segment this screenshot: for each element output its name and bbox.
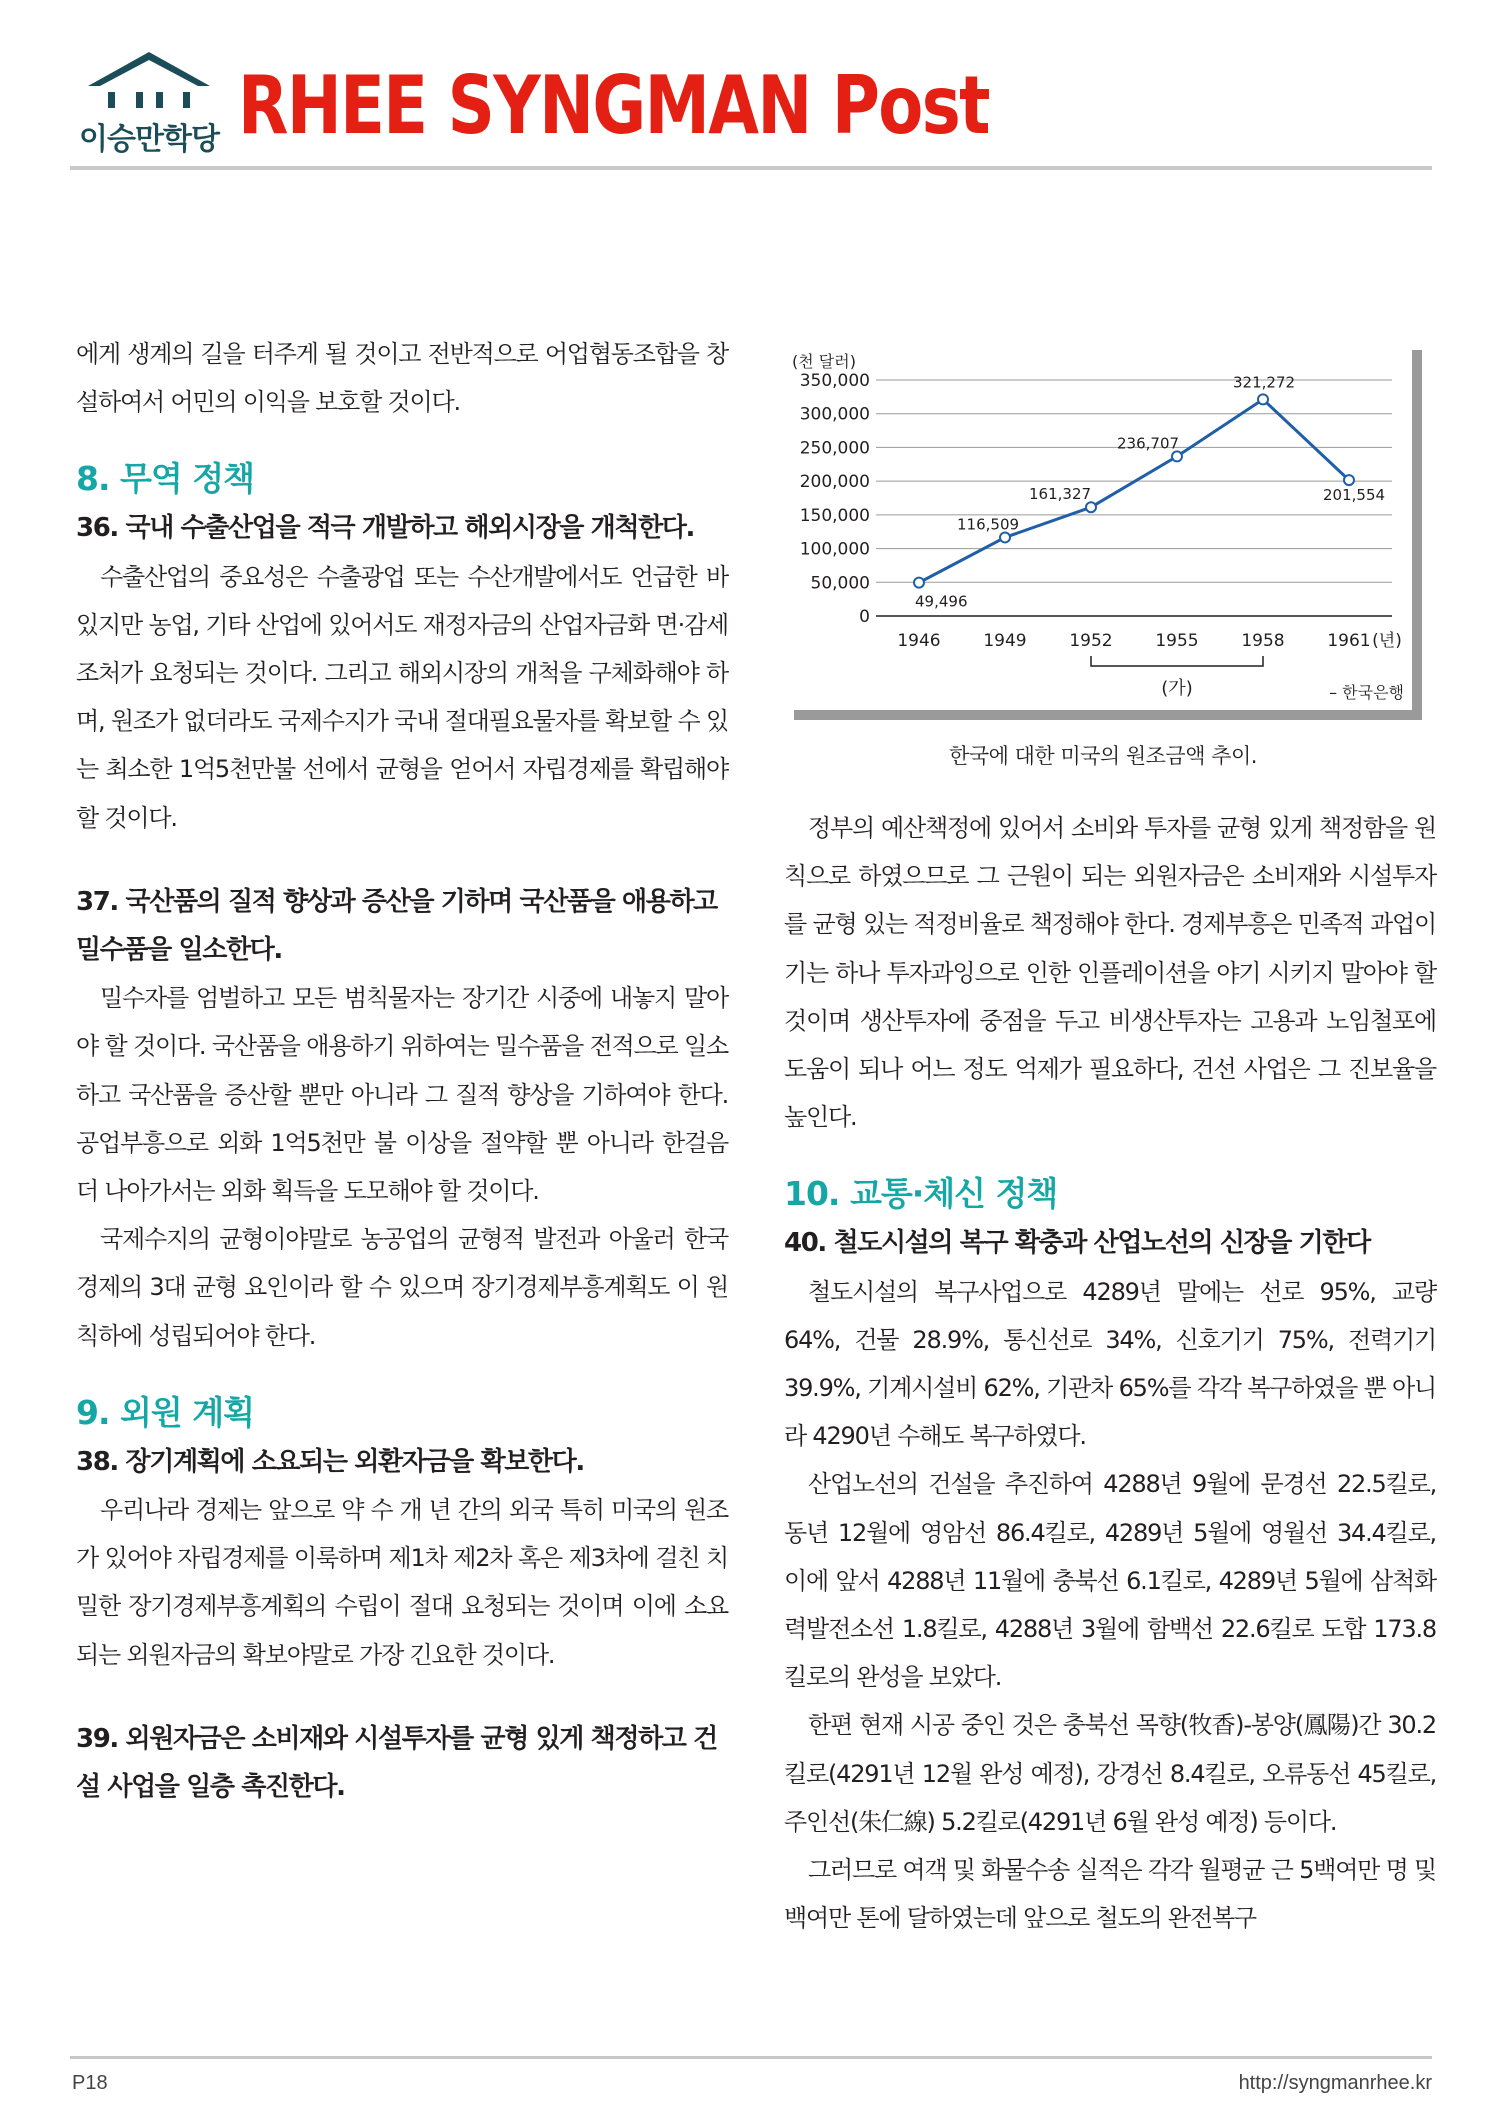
section-8-heading: 8. 무역 정책	[76, 459, 254, 499]
x-tick-label: 1961	[1327, 631, 1371, 651]
paragraph-36: 수출산업의 중요성은 수출광업 또는 수산개발에서도 언급한 바 있지만 농업, 기타 산업에 있어서도 재정자금의 산업자금화 면·감세 조처가 요청되는 것이다. 그리고 해외시장의 개척을 구체화해야 하며, 원조가 없더라도 국제수지가 국내 절대필요물자를 확보할 수 있는 최소한 1억5천만불 선에서 균형을 얻어서 자립경제를 확립해야 할 것이다.	[76, 562, 728, 832]
data-point	[914, 578, 924, 588]
series-line	[919, 399, 1349, 582]
page-number: P18	[72, 2072, 108, 2094]
logo-text: 이승만학당	[79, 122, 219, 157]
data-point	[1172, 451, 1182, 461]
y-tick-label: 200,000	[799, 472, 870, 493]
data-point	[1000, 532, 1010, 542]
paragraph-38: 우리나라 경제는 앞으로 약 수 개 년 간의 외국 특히 미국의 원조가 있어야 자립경제를 이룩하며 제1차 제2차 혹은 제3차에 걸친 치밀한 장기경제부흥계획의 수립이 절대 요청되는 것이며 이에 소요되는 외원자금의 확보야말로 가장 긴요한 것이다.	[76, 1496, 728, 1669]
item-38-heading: 38. 장기계획에 소요되는 외환자금을 확보한다.	[76, 1446, 584, 1477]
item-36-heading: 36. 국내 수출산업을 적극 개발하고 해외시장을 개척한다.	[76, 513, 694, 544]
data-label: 321,272	[1233, 373, 1296, 392]
section-10-heading: 10. 교통·체신 정책	[784, 1174, 1058, 1214]
data-label: 201,554	[1323, 486, 1386, 505]
y-tick-label: 100,000	[799, 539, 870, 560]
paragraph-37b: 국제수지의 균형이야말로 농공업의 균형적 발전과 아울러 한국 경제의 3대 균형 요인이라 할 수 있으며 장기경제부흥계획도 이 원칙하에 성립되어야 한다.	[76, 1225, 728, 1350]
data-point	[1344, 475, 1354, 485]
paragraph-40c: 한편 현재 시공 중인 것은 충북선 목향(牧香)-봉양(鳳陽)간 30.2킬로(4291년 12월 완성 예정), 강경선 8.4킬로, 오류동선 45킬로, 주인선(朱仁線) 5.2킬로(4291년 6월 완성 예정) 등이다.	[784, 1711, 1436, 1836]
header-divider	[70, 166, 1432, 170]
y-tick-label: 250,000	[799, 438, 870, 459]
paragraph-40b: 산업노선의 건설을 추진하여 4288년 9월에 문경선 22.5킬로, 동년 12월에 영암선 86.4킬로, 4289년 5월에 영월선 34.4킬로, 이에 앞서 4288년 11월에 충북선 6.1킬로, 4289년 5월에 삼척화력발전소선 1.8킬로, 4288년 3월에 함백선 22.6킬로 도합 173.8킬로의 완성을 보았다.	[784, 1470, 1436, 1692]
section-9-heading: 9. 외원 계획	[76, 1392, 254, 1432]
item-40-heading: 40. 철도시설의 복구 확충과 산업노선의 신장을 기한다	[784, 1228, 1370, 1259]
site-logo[interactable]	[70, 48, 228, 158]
chart-caption: 한국에 대한 미국의 원조금액 추이.	[949, 744, 1257, 768]
right-column	[784, 804, 1436, 1942]
x-tick-label: 1958	[1241, 631, 1285, 651]
paragraph-37a: 밀수자를 엄벌하고 모든 범칙물자는 장기간 시중에 내놓지 말아야 할 것이다. 국산품을 애용하기 위하여는 밀수품을 전적으로 일소하고 국산품을 증산할 뿐만 아니라 그 질적 향상을 기하여야 한다. 공업부흥으로 외화 1억5천만 불 이상을 절약할 뿐 아니라 한걸음 더 나아가서는 외화 획득을 도모해야 할 것이다.	[76, 984, 728, 1206]
x-tick-label: 1955	[1155, 631, 1199, 651]
publication-title: RHEE SYNGMAN Post	[238, 59, 989, 152]
paragraph-39: 정부의 예산책정에 있어서 소비와 투자를 균형 있게 책정함을 원칙으로 하였으므로 그 근원이 되는 외원자금은 소비재와 시설투자를 균형 있는 적정비율로 책정해야 한다. 경제부흥은 민족적 과업이기는 하나 투자과잉으로 인한 인플레이션을 야기 시키지 말아야 할 것이며 생산투자에 중점을 두고 비생산투자는 고용과 노임철포에 도움이 되나 어느 정도 억제가 필요하다, 건선 사업은 그 진보율을 높인다.	[784, 814, 1436, 1132]
left-column	[76, 330, 728, 1811]
house-logo-icon	[84, 50, 214, 114]
page-header	[70, 48, 1432, 160]
data-label: 161,327	[1029, 485, 1092, 504]
x-tick-label: 1952	[1069, 631, 1113, 651]
data-point	[1086, 502, 1096, 512]
item-37-heading: 37. 국산품의 질적 향상과 증산을 기하며 국산품을 애용하고 밀수품을 일소한다.	[76, 886, 717, 966]
data-point	[1258, 394, 1268, 404]
x-tick-label: 1946	[897, 631, 941, 651]
y-tick-label: 300,000	[799, 404, 870, 425]
y-tick-label: 0	[859, 607, 870, 627]
footer-divider	[70, 2056, 1432, 2059]
data-label: 49,496	[915, 592, 968, 611]
aid-chart	[784, 340, 1412, 710]
data-label: 236,707	[1117, 434, 1180, 453]
bracket-line	[1091, 656, 1263, 666]
data-label: 116,509	[957, 515, 1020, 534]
y-tick-label: 350,000	[799, 371, 870, 391]
site-url-link[interactable]: http://syngmanrhee.kr	[1238, 2072, 1432, 2094]
x-unit-label: (년)	[1372, 631, 1402, 651]
paragraph-40d: 그러므로 여객 및 화물수송 실적은 각각 월평균 근 5백여만 명 및 백여만 톤에 달하였는데 앞으로 철도의 완전복구	[784, 1856, 1436, 1933]
y-tick-label: 50,000	[810, 573, 870, 594]
chart-unit-label: (천 달러)	[792, 352, 856, 371]
bracket-label: (가)	[1161, 678, 1193, 699]
paragraph-intro: 에게 생계의 길을 터주게 될 것이고 전반적으로 어업협동조합을 창설하여서 어민의 이익을 보호할 것이다.	[76, 340, 728, 417]
chart-source: – 한국은행	[1329, 683, 1404, 702]
aid-line-chart	[784, 340, 1412, 710]
item-39-heading: 39. 외원자금은 소비재와 시설투자를 균형 있게 책정하고 건설 사업을 일층 촉진한다.	[76, 1723, 717, 1803]
x-tick-label: 1949	[983, 631, 1027, 651]
paragraph-40a: 철도시설의 복구사업으로 4289년 말에는 선로 95%, 교량 64%, 건물 28.9%, 통신선로 34%, 신호기기 75%, 전력기기 39.9%, 기계시설비 62%, 기관차 65%를 각각 복구하였을 뿐 아니라 4290년 수해도 복구하였다.	[784, 1277, 1436, 1451]
y-tick-label: 150,000	[799, 505, 870, 526]
